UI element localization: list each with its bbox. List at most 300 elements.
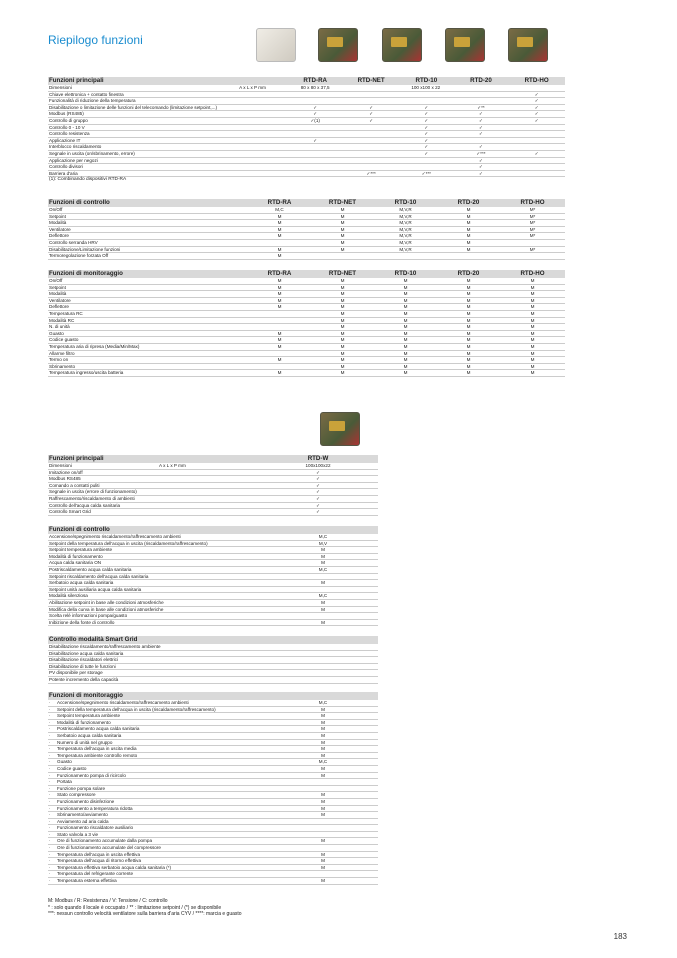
table-cell: M xyxy=(248,233,311,240)
table-cell: ✓ xyxy=(258,482,378,489)
table-cell xyxy=(374,253,437,260)
row-label xyxy=(48,732,268,739)
table-row xyxy=(48,157,565,164)
table-cell: ✓ xyxy=(287,111,343,118)
bullet-icon: · xyxy=(49,765,51,771)
table-cell xyxy=(218,164,287,171)
row-label xyxy=(48,586,268,593)
table-cell xyxy=(218,117,287,124)
table-cell: ✓ xyxy=(454,157,509,164)
table-cell xyxy=(399,91,454,98)
table-cell: M xyxy=(374,363,437,370)
table-cell: M xyxy=(248,278,311,284)
table-cell: M xyxy=(374,291,437,298)
table-row xyxy=(48,317,565,324)
table-section-title: Funzioni di monitoraggio xyxy=(48,692,268,700)
table-cell: M xyxy=(268,732,378,739)
table-cell: ✓ xyxy=(399,111,454,118)
table-cell: M xyxy=(437,226,500,233)
column-header xyxy=(268,692,378,700)
table-cell: ✓ xyxy=(454,124,509,131)
table-cell xyxy=(158,502,258,509)
table-cell: M* xyxy=(500,246,565,253)
table-row xyxy=(48,650,378,657)
row-label-text: Accensione/spegnimento riscaldamento/raffrescamento ambienti xyxy=(49,534,181,539)
row-label xyxy=(48,593,268,600)
row-label: Modbus (RS485) xyxy=(48,111,218,118)
table-cell xyxy=(218,150,287,157)
table-cell xyxy=(343,164,399,171)
rtd-w-control-functions-table xyxy=(48,526,378,626)
table-cell xyxy=(500,253,565,260)
table-cell xyxy=(311,253,374,260)
table-cell: M xyxy=(500,363,565,370)
table-row xyxy=(48,871,378,878)
page-title: Riepilogo funzioni xyxy=(48,33,143,47)
bullet-icon: · xyxy=(49,706,51,712)
table-cell: M xyxy=(437,278,500,284)
bullet-icon: · xyxy=(49,746,51,752)
main-functions-table xyxy=(48,77,565,183)
row-label-text: Ore di funzionamento accumulate dalla pompa xyxy=(57,838,152,844)
table-row xyxy=(48,150,565,157)
table-cell xyxy=(268,613,378,620)
table-cell: M xyxy=(311,337,374,344)
table-cell: M xyxy=(311,291,374,298)
table-cell: M xyxy=(437,239,500,246)
table-row xyxy=(48,818,378,825)
row-label-text: Modalità silenziosa xyxy=(49,593,88,599)
column-header: RTD-HO xyxy=(508,77,565,85)
row-label-text: Disabilitazione acqua calda sanitaria xyxy=(49,650,124,656)
table-row xyxy=(48,752,378,759)
bullet-icon: · xyxy=(49,805,51,811)
table-row xyxy=(48,304,565,311)
column-header: RTD-RA xyxy=(248,270,311,278)
product-image-rtd-ra xyxy=(256,28,296,62)
table-cell: M xyxy=(268,553,378,560)
table-cell: M* xyxy=(500,233,565,240)
table-cell xyxy=(248,324,311,331)
row-label xyxy=(48,540,268,547)
row-label xyxy=(48,838,268,845)
row-label-text: Disabilitazione riscaldamento/raffrescamento ambiente xyxy=(49,644,161,649)
table-cell: M,C xyxy=(248,207,311,213)
table-cell xyxy=(268,845,378,852)
table-cell: M xyxy=(437,324,500,331)
table-cell xyxy=(158,469,258,476)
bullet-icon: · xyxy=(49,759,51,765)
table-cell xyxy=(248,317,311,324)
row-label-text: Temperatura del refrigerante corrente xyxy=(57,871,134,877)
row-label-text: Temperatura dell'acqua in uscita effettiva xyxy=(57,851,141,857)
table-cell: ✓ xyxy=(287,137,343,144)
table-cell: ✓ xyxy=(399,137,454,144)
table-cell: M xyxy=(311,370,374,377)
table-cell xyxy=(287,170,343,177)
table-row xyxy=(48,98,565,105)
table-cell xyxy=(268,650,378,657)
table-cell: ✓ xyxy=(343,117,399,124)
row-label xyxy=(48,580,268,587)
table-row xyxy=(48,825,378,832)
table-cell xyxy=(343,150,399,157)
table-cell: M xyxy=(268,746,378,753)
table-cell xyxy=(268,657,378,664)
table-cell: M xyxy=(311,350,374,357)
table-row xyxy=(48,657,378,664)
table-cell: M xyxy=(437,310,500,317)
table-cell: M xyxy=(500,297,565,304)
table-cell: M xyxy=(248,253,311,260)
table-cell: ✓** xyxy=(454,104,509,111)
row-label: Setpoint xyxy=(48,213,248,220)
table-cell xyxy=(268,573,378,580)
table-row xyxy=(48,337,565,344)
column-header: RTD-NET xyxy=(343,77,399,85)
table-cell: A x L x P mm xyxy=(158,463,258,469)
table-cell: ✓ xyxy=(399,117,454,124)
table-cell: M xyxy=(268,713,378,720)
table-row xyxy=(48,137,565,144)
table-cell: ✓*** xyxy=(454,150,509,157)
row-label xyxy=(48,772,268,779)
table-cell xyxy=(508,137,565,144)
row-label-text: Funzionamento riscaldatore ausiliario xyxy=(57,825,134,831)
table-cell: M xyxy=(311,324,374,331)
row-label: Controllo dell'acqua calda sanitaria xyxy=(48,502,158,509)
table-cell xyxy=(268,586,378,593)
row-label-text: Temperatura dell'acqua in uscita media xyxy=(57,746,137,752)
table-cell: M xyxy=(311,297,374,304)
row-label-text: Serbatoio acqua calda sanitaria xyxy=(49,580,114,586)
table-cell xyxy=(218,131,287,138)
table-row xyxy=(48,606,378,613)
table-cell xyxy=(158,509,258,516)
row-label-text: Abilitazione setpoint in base alle condizioni atmosferiche xyxy=(49,599,164,605)
row-label xyxy=(48,851,268,858)
table-cell: ✓ xyxy=(258,476,378,483)
table-cell xyxy=(343,137,399,144)
table-cell: M xyxy=(437,337,500,344)
table-cell: M xyxy=(437,284,500,291)
table-cell: ✓*** xyxy=(399,170,454,177)
table-cell: M xyxy=(437,304,500,311)
table-row xyxy=(48,580,378,587)
column-header: RTD-NET xyxy=(311,270,374,278)
table-row xyxy=(48,117,565,124)
table-cell xyxy=(508,124,565,131)
row-label: Modalità xyxy=(48,291,248,298)
table-row xyxy=(48,131,565,138)
table-cell: M xyxy=(268,798,378,805)
table-row xyxy=(48,792,378,799)
table-cell xyxy=(268,818,378,825)
row-label xyxy=(48,798,268,805)
bullet-icon: · xyxy=(49,752,51,758)
table-cell: ✓ xyxy=(508,117,565,124)
row-label xyxy=(48,825,268,832)
table-row xyxy=(48,739,378,746)
table-cell: M xyxy=(268,726,378,733)
column-header: RTD-W xyxy=(258,455,378,463)
table-cell: M xyxy=(374,330,437,337)
row-label-text: Inibizione della fonte di controllo xyxy=(49,619,115,625)
row-label: Controllo serranda HRV xyxy=(48,239,248,246)
row-label-text: Sbrinamento/avviamento xyxy=(57,812,108,818)
row-label xyxy=(48,706,268,713)
table-row xyxy=(48,845,378,852)
table-cell: M xyxy=(268,772,378,779)
table-row xyxy=(48,104,565,111)
table-cell xyxy=(287,98,343,105)
row-label-text: Temperatura ambiente controllo remoto xyxy=(57,752,138,758)
bullet-icon: · xyxy=(49,779,51,785)
table-header-row xyxy=(48,199,565,207)
row-label-text: Temperatura effettiva serbatoio acqua calda sanitaria (*) xyxy=(57,864,172,870)
row-label xyxy=(48,812,268,819)
table-cell: M xyxy=(268,805,378,812)
table-cell: M,V,R xyxy=(374,226,437,233)
table-row xyxy=(48,297,565,304)
row-label: Controllo resistenza xyxy=(48,131,218,138)
table-row xyxy=(48,363,565,370)
table-cell: ✓ xyxy=(454,111,509,118)
table-row xyxy=(48,573,378,580)
row-label-text: Postriscaldamento acqua calda sanitaria xyxy=(57,726,140,732)
table-cell: M xyxy=(311,310,374,317)
footnotes xyxy=(48,898,242,918)
table-row xyxy=(48,253,565,260)
table-cell: ✓ xyxy=(508,91,565,98)
row-label-text: Disabilitazione riscaldatori elettrici xyxy=(49,657,118,663)
row-label: Modalità xyxy=(48,220,248,227)
table-cell: M xyxy=(268,606,378,613)
bullet-icon: · xyxy=(49,845,51,851)
row-label-text: Funzione pompa solare xyxy=(57,785,106,791)
row-label: Termo on xyxy=(48,357,248,364)
table-row xyxy=(48,469,378,476)
row-label-text: Setpoint temperatura ambiente xyxy=(49,547,113,553)
row-label xyxy=(48,845,268,852)
row-label xyxy=(48,871,268,878)
table-cell: ✓ xyxy=(454,131,509,138)
table-header-row xyxy=(48,270,565,278)
table-cell xyxy=(248,350,311,357)
product-image-rtd-10 xyxy=(382,28,422,62)
table-cell: 80 x 80 x 37,5 xyxy=(287,85,343,91)
table-cell: ✓ xyxy=(258,469,378,476)
table-cell xyxy=(268,785,378,792)
row-label: Setpoint xyxy=(48,284,248,291)
bullet-icon: · xyxy=(49,858,51,864)
table-cell: M xyxy=(311,284,374,291)
table-cell: M xyxy=(374,304,437,311)
table-cell: M xyxy=(437,357,500,364)
row-label xyxy=(48,547,268,554)
table-cell: M,V,R xyxy=(374,233,437,240)
table-cell: M,C xyxy=(268,566,378,573)
table-row xyxy=(48,765,378,772)
row-label xyxy=(48,792,268,799)
table-row xyxy=(48,357,565,364)
table-cell xyxy=(454,91,509,98)
table-cell: M xyxy=(248,220,311,227)
table-cell xyxy=(248,363,311,370)
table-row xyxy=(48,482,378,489)
row-label-text: Setpoint della temperatura dell'acqua in uscita (riscaldamento/raffrescamento) xyxy=(57,706,216,712)
table-cell xyxy=(218,98,287,105)
row-label xyxy=(48,663,268,670)
table-row xyxy=(48,284,565,291)
table-cell xyxy=(343,124,399,131)
table-row xyxy=(48,798,378,805)
column-header: RTD-HO xyxy=(500,270,565,278)
bullet-icon: · xyxy=(49,785,51,791)
table-cell: M xyxy=(437,317,500,324)
row-label-text: Accensione/spegnimento riscaldamento/raffrescamento ambienti xyxy=(57,700,189,705)
table-row xyxy=(48,170,565,177)
page-number: 183 xyxy=(613,932,627,941)
table-row xyxy=(48,732,378,739)
table-row xyxy=(48,540,378,547)
table-cell: M xyxy=(311,357,374,364)
table-cell xyxy=(287,150,343,157)
table-cell: 100x100x22 xyxy=(258,463,378,469)
table-cell: M xyxy=(248,291,311,298)
product-image-rtd-20 xyxy=(445,28,485,62)
table-row xyxy=(48,858,378,865)
table-cell xyxy=(508,157,565,164)
row-label-text: Potente incremento della capacità xyxy=(49,676,119,682)
table-cell: M xyxy=(248,284,311,291)
table-row xyxy=(48,509,378,516)
table-cell: M xyxy=(268,792,378,799)
row-label: Modbus RS485 xyxy=(48,476,158,483)
table-cell xyxy=(399,157,454,164)
table-row xyxy=(48,864,378,871)
table-row xyxy=(48,713,378,720)
row-label: Segnale in uscita (on/sbrinamento, errore) xyxy=(48,150,218,157)
row-label: Allarme filtro xyxy=(48,350,248,357)
table-cell: M xyxy=(437,297,500,304)
row-label: Controllo 0 - 10 V xyxy=(48,124,218,131)
row-label-text: Setpoint unità ausiliaria acqua calda sanitaria xyxy=(49,586,142,592)
table-cell xyxy=(268,676,378,683)
table-cell: ✓ xyxy=(508,150,565,157)
table-cell: M xyxy=(268,752,378,759)
row-label xyxy=(48,785,268,792)
row-label xyxy=(48,779,268,786)
footnote-line: M: Modbus / R: Resistenza / V: Tensione / C: controllo xyxy=(48,898,168,904)
table-cell: M xyxy=(374,370,437,377)
table-cell: M xyxy=(268,719,378,726)
table-cell: M xyxy=(268,739,378,746)
smart-grid-control-table xyxy=(48,636,378,684)
table-cell: M,V,R xyxy=(374,213,437,220)
table-cell xyxy=(218,144,287,151)
bullet-icon: · xyxy=(49,818,51,824)
row-label xyxy=(48,878,268,885)
table-cell xyxy=(287,157,343,164)
table-cell: M* xyxy=(500,207,565,213)
monitoring-functions-table xyxy=(48,270,565,377)
row-label: Disabilitazione/Limitazione funzioni xyxy=(48,246,248,253)
bullet-icon: · xyxy=(49,726,51,732)
row-label: Controllo divisori xyxy=(48,164,218,171)
bullet-icon: · xyxy=(49,792,51,798)
row-label: Barriera d'aria xyxy=(48,170,218,177)
table-cell: M xyxy=(500,291,565,298)
row-label xyxy=(48,670,268,677)
table-cell: M,V,R xyxy=(374,246,437,253)
table-cell: M xyxy=(437,246,500,253)
row-label xyxy=(48,752,268,759)
table-cell: ✓ xyxy=(258,509,378,516)
table-cell: ✓ xyxy=(399,104,454,111)
table-cell xyxy=(268,779,378,786)
row-label: Temperatura RC xyxy=(48,310,248,317)
row-label-text: Setpoint della temperatura dell'acqua in uscita (riscaldamento/raffrescamento) xyxy=(49,540,208,546)
row-label xyxy=(48,719,268,726)
table-cell: M xyxy=(437,330,500,337)
row-label xyxy=(48,553,268,560)
table-cell xyxy=(248,310,311,317)
table-cell: M xyxy=(374,317,437,324)
table-cell xyxy=(218,104,287,111)
row-label: Applicazione IT xyxy=(48,137,218,144)
row-label: On/Off xyxy=(48,207,248,213)
row-label: Ventilatore xyxy=(48,226,248,233)
table-cell: M,V,R xyxy=(374,220,437,227)
table-row xyxy=(48,726,378,733)
table-row xyxy=(48,495,378,502)
table-cell: M xyxy=(500,330,565,337)
table-section-title: Funzioni di controllo xyxy=(48,199,248,207)
table-cell xyxy=(218,137,287,144)
row-label: On/Off xyxy=(48,278,248,284)
table-cell xyxy=(218,124,287,131)
table-row xyxy=(48,593,378,600)
table-cell: M xyxy=(374,324,437,331)
table-cell xyxy=(218,170,287,177)
table-cell: M xyxy=(248,337,311,344)
table-row xyxy=(48,246,565,253)
table-cell: M* xyxy=(500,213,565,220)
row-label: N. di unità xyxy=(48,324,248,331)
table-cell: M xyxy=(248,343,311,350)
row-label: Codice guasto xyxy=(48,337,248,344)
row-label: Temperatura ingresso/uscita batteria xyxy=(48,370,248,377)
table-cell xyxy=(268,831,378,838)
table-cell: M xyxy=(500,357,565,364)
table-cell: M xyxy=(437,291,500,298)
table-cell: ✓ xyxy=(258,489,378,496)
table-row xyxy=(48,831,378,838)
row-label: Dimensioni xyxy=(48,85,218,91)
table-row xyxy=(48,586,378,593)
table-cell: M xyxy=(268,599,378,606)
table-section-title: Funzioni principali xyxy=(48,77,287,85)
table-cell: M xyxy=(311,246,374,253)
table-cell: M xyxy=(268,765,378,772)
table-row xyxy=(48,719,378,726)
row-label xyxy=(48,650,268,657)
table-cell xyxy=(399,164,454,171)
table-cell xyxy=(454,137,509,144)
row-label xyxy=(48,566,268,573)
table-section-title: Funzioni di monitoraggio xyxy=(48,270,248,278)
